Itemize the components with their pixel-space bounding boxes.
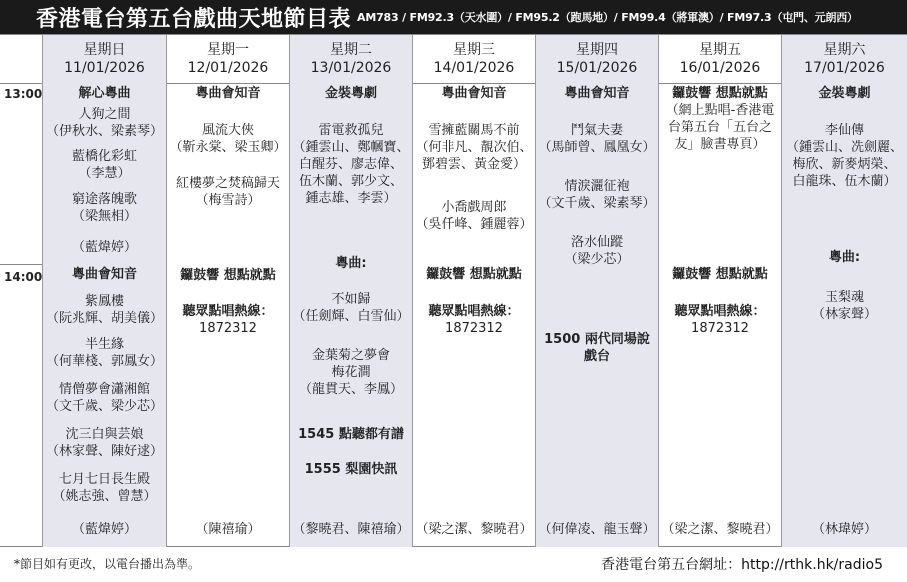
hotline-number: 1872312 (199, 321, 257, 336)
day-date: 15/01/2026 (556, 60, 638, 76)
time-label-1300: 13:00 (4, 87, 43, 101)
song-title: 沈三白與芸娘 (65, 427, 144, 442)
song-title: 情僧夢會瀟湘館 (58, 382, 150, 397)
song-title: 雷電救孤兒 (318, 123, 384, 138)
song-title: 金葉菊之夢會 (311, 348, 390, 363)
day-column-wednesday (412, 35, 535, 547)
performers: 伍木蘭、郭少文、 (298, 174, 403, 189)
program-title: 粵曲: (335, 256, 367, 271)
song-title: 小喬戲周郎 (441, 200, 507, 215)
song-title: 人狗之間 (78, 107, 131, 122)
performers: （任劍輝、白雪仙） (292, 309, 410, 324)
host: （梁之潔、黎曉君） (415, 522, 533, 537)
day-name: 星期日 (83, 42, 126, 58)
host: （黎曉君、陳禧瑜） (292, 522, 410, 537)
song-title: 風流大俠 (201, 123, 254, 138)
song-title: 不如歸 (331, 292, 371, 307)
program-note: （網上點唱-香港電 (665, 103, 775, 118)
performers: 鄧碧雲、黃金愛） (421, 157, 526, 172)
schedule-header (0, 0, 907, 34)
day-column-saturday (781, 35, 907, 547)
hotline-number: 1872312 (445, 321, 503, 336)
day-name: 星期六 (823, 42, 866, 58)
performers: （馬師曾、鳳凰女） (538, 140, 656, 155)
program-note: 台第五台「五台之 (667, 120, 772, 135)
song-title: 李仙傳 (824, 123, 864, 138)
performers: （龍貫天、李鳳） (298, 382, 403, 397)
segment-title: 1555 梨園快訊 (304, 462, 398, 477)
segment-title: 1545 點聽都有譜 (298, 427, 404, 442)
schedule-title: 香港電台第五台戲曲天地節目表 (36, 6, 352, 32)
song-title: 紫鳳樓 (84, 294, 124, 309)
program-title: 粵曲會知音 (71, 267, 137, 282)
day-name: 星期五 (699, 42, 741, 58)
day-header (43, 35, 166, 83)
performers: （鍾雲山、鄭幗寶、 (292, 140, 410, 155)
song-title: 半生緣 (84, 337, 124, 352)
day-column-sunday (42, 35, 166, 547)
day-name: 星期一 (207, 42, 249, 58)
program-title: 鑼鼓響 想點就點 (672, 86, 768, 101)
performers: （何華棧、郭鳳女） (45, 354, 163, 369)
time-column (0, 35, 42, 547)
song-title: 洛水仙蹤 (570, 235, 623, 250)
performers: （林家聲） (811, 307, 877, 322)
program-title: 金裝粵劇 (818, 86, 871, 101)
day-name: 星期三 (453, 42, 495, 58)
day-header (659, 35, 781, 83)
performers: （鍾雲山、冼劍麗、 (785, 140, 903, 155)
performers: 白龍珠、伍木蘭） (792, 174, 897, 189)
day-header (536, 35, 658, 83)
performers: （林家聲、陳好逑） (45, 444, 163, 459)
performers: （阮兆輝、胡美儀） (45, 311, 163, 326)
performers: （姚志強、曾慧） (52, 489, 157, 504)
performers: （梅雪詩） (195, 193, 261, 208)
day-header (290, 35, 412, 83)
performers: （李慧） (78, 166, 131, 181)
host: （梁之潔、黎曉君） (661, 522, 779, 537)
day-column-monday (166, 35, 289, 547)
song-title: 窮途落魄歌 (71, 192, 137, 207)
day-date: 11/01/2026 (64, 60, 145, 76)
song-title: 紅樓夢之焚稿歸天 (175, 176, 280, 191)
program-title: 金裝粵劇 (324, 86, 377, 101)
performers: （文千歲、梁素琴） (538, 196, 656, 211)
performers: （文千歲、梁少芯） (45, 399, 163, 414)
disclaimer-note: *節目如有更改，以電台播出為準。 (14, 557, 201, 571)
performers: 梅欣、新麥炳榮、 (792, 157, 897, 172)
host: （何偉凌、龍玉聲） (538, 522, 656, 537)
program-title: 鑼鼓響 想點就點 (426, 267, 522, 282)
performers: （梁少芯） (564, 252, 630, 267)
performers: （何非凡、靚次伯、 (415, 140, 533, 155)
website-link[interactable]: 香港電台第五台網址：http://rthk.hk/radio5 (601, 557, 883, 573)
program-title: 粵曲會知音 (564, 86, 630, 101)
day-date: 17/01/2026 (804, 60, 885, 76)
hotline-label: 聽眾點唱熱線： (428, 304, 520, 319)
performers: 鍾志雄、李雲） (305, 191, 397, 206)
host: （林瑋婷） (811, 522, 877, 537)
song-title: 鬥氣夫妻 (570, 123, 623, 138)
host: （藍煒婷） (71, 522, 137, 537)
time-label-1400: 14:00 (4, 270, 43, 284)
day-header (167, 35, 289, 83)
song-title: 梅花澗 (331, 365, 371, 380)
program-title: 粵曲會知音 (195, 86, 261, 101)
program-title: 鑼鼓響 想點就點 (672, 267, 768, 282)
performers: （梁無相） (71, 209, 137, 224)
day-name: 星期二 (330, 42, 372, 58)
song-title: 藍橋化彩虹 (71, 149, 137, 164)
song-title: 雪擁藍關馬不前 (428, 123, 520, 138)
performers: （伊秋水、梁素琴） (45, 124, 163, 139)
host: （陳禧瑜） (195, 522, 261, 537)
program-title: 解心粵曲 (78, 86, 131, 101)
hotline-number: 1872312 (691, 321, 749, 336)
day-column-tuesday (289, 35, 412, 547)
song-title: 玉梨魂 (824, 290, 864, 305)
day-header (782, 35, 907, 83)
day-column-friday (658, 35, 781, 547)
schedule-footer (0, 547, 907, 582)
day-date: 13/01/2026 (310, 60, 392, 76)
hotline-label: 聽眾點唱熱線： (182, 304, 274, 319)
performers: 白醒芬、廖志偉、 (298, 157, 403, 172)
host: （藍煒婷） (71, 240, 137, 255)
day-date: 16/01/2026 (679, 60, 761, 76)
day-header (413, 35, 535, 83)
day-date: 14/01/2026 (433, 60, 515, 76)
day-name: 星期四 (576, 42, 618, 58)
frequency-list: AM783 / FM92.3（天水圍）/ FM95.2（跑馬地）/ FM99.4（將軍澳）/ FM97.3（屯門、元朗西） (357, 11, 858, 24)
day-date: 12/01/2026 (187, 60, 269, 76)
program-title: 粵曲: (828, 250, 861, 265)
segment-title: 戲台 (583, 349, 610, 364)
program-title: 鑼鼓響 想點就點 (180, 268, 276, 283)
song-title: 七月七日長生殿 (58, 472, 150, 487)
song-title: 情淚灑征袍 (564, 179, 630, 194)
time-divider (0, 264, 42, 265)
performers: （吳仟峰、鍾麗蓉） (415, 217, 533, 232)
program-note: 友」臉書專頁） (674, 137, 766, 152)
hotline-label: 聽眾點唱熱線： (674, 304, 766, 319)
day-column-thursday (535, 35, 658, 547)
program-title: 粵曲會知音 (441, 86, 507, 101)
segment-title: 1500 兩代同場說 (544, 332, 650, 347)
performers: （靳永棠、梁玉卿） (169, 140, 287, 155)
